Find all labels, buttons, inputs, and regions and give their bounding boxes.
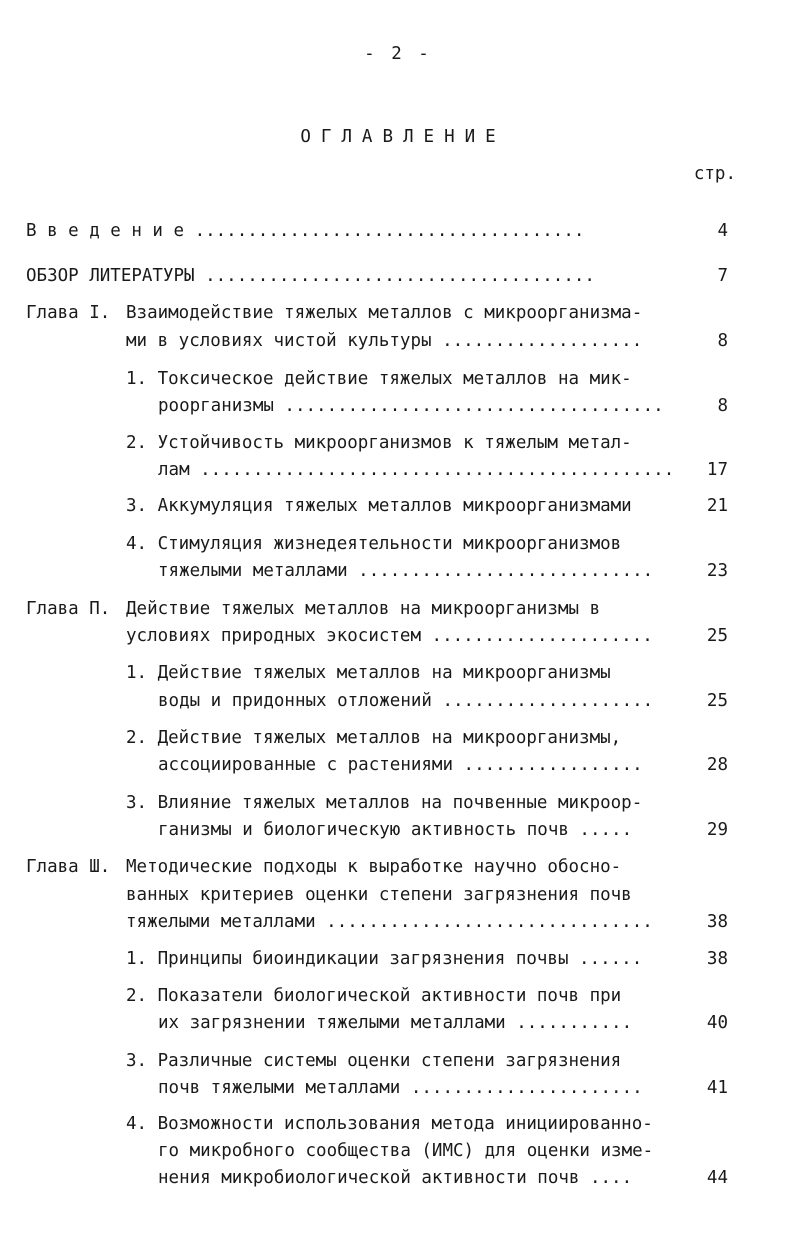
toc-entry-line: 1. Действие тяжелых металлов на микроорганизмы bbox=[126, 663, 611, 683]
toc-entry-line: роорганизмы .................................... bbox=[158, 396, 664, 416]
toc-entry-line: ванных критериев оценки степени загрязнения почв bbox=[126, 885, 632, 905]
toc-page-number: 4 bbox=[717, 221, 728, 241]
toc-entry-line: условиях природных экосистем ..................... bbox=[126, 626, 653, 646]
toc-entry-line: Взаимодействие тяжелых металлов с микроорганизма- bbox=[126, 303, 643, 323]
toc-entry-line: ассоциированные с растениями ................. bbox=[158, 755, 643, 775]
toc-page-number: 44 bbox=[706, 1168, 728, 1188]
page-column-label: стр. bbox=[693, 164, 736, 184]
page-number: - 2 - bbox=[364, 44, 432, 64]
toc-entry-line: 4. Стимуляция жизнедеятельности микроорганизмов bbox=[126, 534, 622, 554]
toc-entry-line: Действие тяжелых металлов на микроорганизмы в bbox=[126, 599, 601, 619]
toc-entry-line: 2. Показатели биологической активности почв при bbox=[126, 986, 622, 1006]
toc-entry-line: 4. Возможности использования метода инициированно- bbox=[126, 1114, 653, 1134]
page-title: ОГЛАВЛЕНИЕ bbox=[300, 127, 506, 147]
toc-page-number: 40 bbox=[706, 1013, 728, 1033]
toc-page-number: 38 bbox=[706, 912, 728, 932]
toc-entry-line: го микробного сообщества (ИМС) для оценки изме- bbox=[158, 1141, 654, 1161]
toc-entry-line: 3. Различные системы оценки степени загрязнения bbox=[126, 1051, 622, 1071]
toc-page-number: 17 bbox=[706, 460, 728, 480]
toc-entry-line: лам ............................................. bbox=[158, 460, 675, 480]
toc-entry-line: 2. Действие тяжелых металлов на микроорганизмы, bbox=[126, 728, 622, 748]
toc-entry-line: их загрязнении тяжелыми металлами ........... bbox=[158, 1013, 633, 1033]
toc-entry-line: воды и придонных отложений .................... bbox=[158, 691, 654, 711]
toc-entry-line: почв тяжелыми металлами ...................... bbox=[158, 1078, 643, 1098]
toc-page-number: 8 bbox=[717, 396, 728, 416]
toc-entry-line: 3. Аккумуляция тяжелых металлов микроорганизмами bbox=[126, 496, 632, 516]
toc-entry-line: В в е д е н и е ..................................... bbox=[26, 221, 585, 241]
toc-entry-line: ганизмы и биологическую активность почв ..... bbox=[158, 820, 633, 840]
toc-page-number: 41 bbox=[706, 1078, 728, 1098]
toc-entry-line: 2. Устойчивость микроорганизмов к тяжелым метал- bbox=[126, 433, 632, 453]
chapter-prefix: Глава Ш. bbox=[26, 857, 111, 877]
toc-page-number: 7 bbox=[717, 266, 728, 286]
toc-page-number: 28 bbox=[706, 755, 728, 775]
chapter-prefix: Глава I. bbox=[26, 303, 111, 323]
toc-entry-line: 1. Принципы биоиндикации загрязнения почвы ...... bbox=[126, 949, 643, 969]
toc-entry-line: 3. Влияние тяжелых металлов на почвенные микроор- bbox=[126, 793, 643, 813]
toc-entry-line: Методические подходы к выработке научно обосно- bbox=[126, 857, 622, 877]
toc-page-number: 23 bbox=[706, 561, 728, 581]
chapter-prefix: Глава П. bbox=[26, 599, 111, 619]
toc-entry-line: тяжелыми металлами ............................... bbox=[126, 912, 653, 932]
toc-entry-line: 1. Токсическое действие тяжелых металлов на мик- bbox=[126, 369, 632, 389]
toc-page-number: 21 bbox=[706, 496, 728, 516]
toc-page-number: 25 bbox=[706, 626, 728, 646]
toc-entry-line: ми в условиях чистой культуры ................... bbox=[126, 331, 643, 351]
toc-page-number: 38 bbox=[706, 949, 728, 969]
toc-entry-line: тяжелыми металлами ............................ bbox=[158, 561, 654, 581]
toc-page-number: 29 bbox=[706, 820, 728, 840]
toc-page-number: 25 bbox=[706, 691, 728, 711]
toc-entry-line: нения микробиологической активности почв .... bbox=[158, 1168, 633, 1188]
toc-page-number: 8 bbox=[717, 331, 728, 351]
toc-entry-line: ОБЗОР ЛИТЕРАТУРЫ ..................................... bbox=[26, 266, 595, 286]
